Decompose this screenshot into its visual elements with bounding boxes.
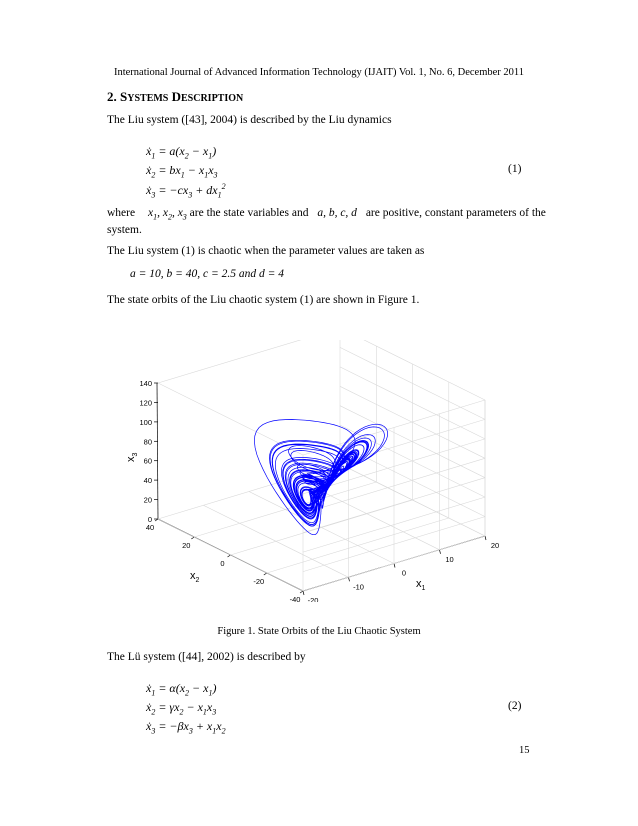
paragraph-variables-line-2: system. [107, 224, 142, 236]
grid-line [158, 340, 340, 383]
z-tick-label: 80 [143, 437, 152, 447]
x-tick-label: -10 [353, 582, 364, 592]
y-tick-label: 0 [220, 559, 225, 568]
paragraph-figure-ref: The state orbits of the Liu chaotic system (1) are shown in Figure 1. [107, 294, 420, 306]
y-tick [191, 537, 194, 539]
paragraph-lu-system: The Lü system ([44], 2002) is described by [107, 651, 306, 663]
equation-2-line-2: ẋ$_2$ = $\gamma x_2 - x_1x_3$ [146, 700, 217, 717]
figure-caption: Figure 1. State Orbits of the Liu Chaotic System [217, 626, 421, 637]
equation-2-line-1: ẋ$_1$ = $\alpha(x_2 - x_1)$ [146, 681, 217, 698]
paragraph-chaotic: The Liu system (1) is chaotic when the parameter values are taken as [107, 245, 425, 257]
x-tick-label: -20 [307, 596, 319, 602]
z-tick-label: 20 [143, 495, 152, 505]
grid-line [158, 383, 303, 455]
x-tick-label: 0 [401, 568, 407, 578]
paragraph-variables: where $x_1$, $x_2$, $x_3$ are the state variables and a, b, c, d are positive, constant parameters of the [107, 207, 546, 222]
z-axis-label: $x_3$ [125, 452, 139, 462]
equation-1-number: (1) [508, 163, 522, 175]
z-tick-label: 100 [139, 417, 152, 427]
x-tick [440, 550, 441, 554]
y-tick [228, 555, 231, 557]
x-tick [303, 591, 304, 595]
y-axis-label: $x_2$ [190, 570, 200, 584]
trajectory-path [254, 420, 387, 535]
y-tick-label: -40 [289, 595, 301, 602]
x-tick-label: 20 [490, 541, 500, 550]
page-number: 15 [519, 745, 530, 756]
grid-line [194, 482, 376, 537]
parameter-values: a = 10, b = 40, c = 2.5 and d = 4 [130, 268, 285, 280]
y-tick [300, 591, 303, 593]
y-tick-label: -20 [253, 577, 265, 586]
z-tick-label: 140 [139, 379, 152, 388]
grid-line [267, 518, 449, 573]
running-header: International Journal of Advanced Information Technology (IJAIT) Vol. 1, No. 6, December 2011 [113, 67, 525, 78]
z-tick-label: 40 [143, 476, 152, 486]
equation-2-line-3: ẋ$_3$ = $-\beta x_3 + x_1x_2$ [146, 719, 226, 736]
x-tick [394, 564, 395, 568]
equation-1-line-3: ẋ$_3$ = $-cx_3 + dx_1^2$ [146, 182, 226, 200]
trajectory-series [254, 420, 387, 535]
z-axis-line [157, 383, 158, 519]
x-tick [349, 577, 350, 581]
section-heading: 2. SYSTEMS DESCRIPTION [107, 89, 244, 104]
z-tick-label: 120 [139, 398, 152, 408]
x-tick [485, 536, 486, 540]
y-tick [264, 573, 267, 575]
y-tick-label: 40 [145, 523, 155, 532]
y-tick-label: 20 [182, 541, 191, 550]
equation-1-line-2: ẋ$_2$ = $bx_1 - x_1x_3$ [146, 163, 218, 180]
z-tick-label: 60 [143, 456, 152, 466]
equation-2-number: (2) [508, 700, 522, 712]
x-axis-label: $x_1$ [416, 578, 426, 592]
z-tick-label: 0 [147, 515, 152, 524]
x-tick-label: 10 [445, 554, 454, 564]
paragraph-intro: The Liu system ([43], 2004) is described by the Liu dynamics [107, 114, 392, 126]
equation-1-line-1: ẋ$_1$ = $a(x_2 - x_1)$ [146, 144, 217, 161]
state-orbits-chart [108, 340, 508, 602]
